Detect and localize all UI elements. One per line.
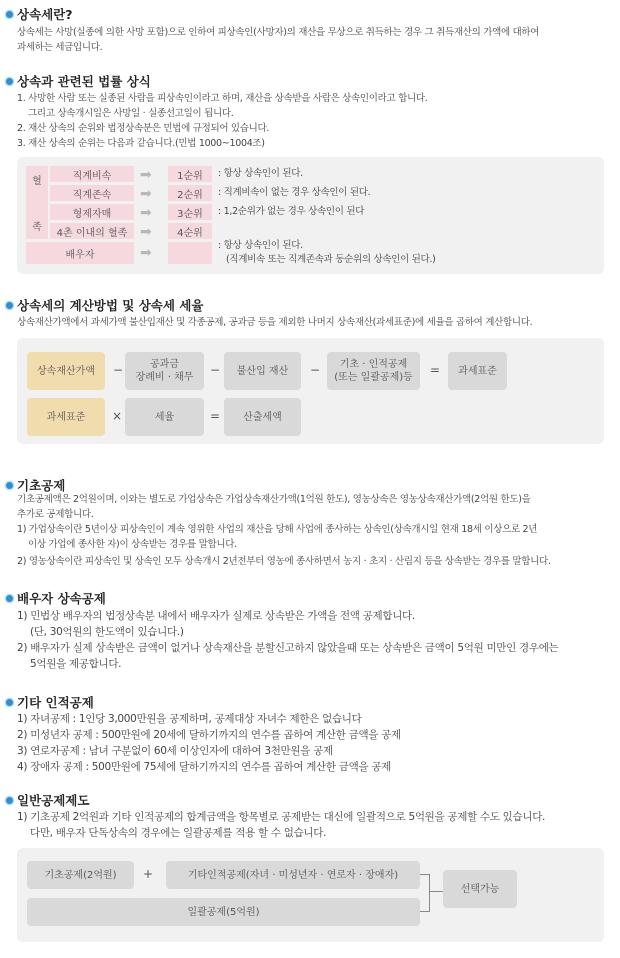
paragraph-line: 1) 민법상 배우자의 법정상속분 내에서 배우자가 실제로 상속받은 가액을 전액 공제합니다. [17,610,415,622]
paragraph-line: 1) 가업상속이란 5년이상 피상속인이 계속 영위한 사업의 재산을 당해 사업에 종사하는 상속인(상속개시일 현재 18세 이상으로 2년 [17,524,538,535]
order-row-label: 직계존속 [50,185,134,201]
arrow-right-icon: ➡ [140,167,152,183]
equals-operator: = [210,409,221,423]
bullet-icon [6,11,13,18]
bullet-icon [6,595,13,602]
bullet-icon [6,302,13,309]
paragraph-line: 3. 재산 상속의 순위는 다음과 같습니다.(민법 1000~1004조) [17,138,265,149]
section-title-other-deductions: 기타 인적공제 [6,693,94,711]
paragraph-line: 5억원을 제공합니다. [30,658,122,670]
spouse-desc: : 항상 상속인이 된다. [218,240,303,251]
formula-box-estate-value: 상속재산가액 [27,352,105,390]
paragraph-line: 2. 재산 상속의 순위와 법정상속분은 민법에 규정되어 있습니다. [17,123,270,134]
paragraph-line: 과세하는 세금입니다. [17,42,103,53]
section-title-calculation: 상속세의 계산방법 및 상속세 세율 [6,296,203,314]
formula-box-tax-base: 과세표준 [27,398,105,436]
paragraph-line: 다만, 배우자 단독상속의 경우에는 일괄공제를 적용 할 수 없습니다. [30,827,327,839]
paragraph-line: 1. 사망한 사람 또는 실종된 사람을 피상속인이라고 하며, 재산을 상속받을 사람은 상속인이라고 합니다. [17,93,428,104]
minus-operator: − [113,363,124,377]
formula-box-calculated-tax: 산출세액 [224,398,301,436]
paragraph-line: 1) 자녀공제 : 1인당 3,000만원을 공제하며, 공제대상 자녀수 제한은 없습니다 [17,713,362,725]
minus-operator: − [210,363,221,377]
section-title-spouse-deduction: 배우자 상속공제 [6,589,106,607]
paragraph-line: 추가로 공제합니다. [17,509,94,520]
order-row-label: 형제자매 [50,204,134,220]
blood-relatives-group: 혈 족 [26,166,48,239]
arrow-right-icon: ➡ [140,186,152,202]
plus-operator: + [143,867,154,881]
order-rank: 2순위 [168,185,212,201]
formula-box-tax-rate: 세율 [125,398,204,436]
spouse-rank-blank [168,242,212,264]
arrow-right-icon: ➡ [140,245,152,261]
equals-operator: = [430,363,441,377]
bullet-icon [6,699,13,706]
paragraph-line: 그리고 상속개시일은 사망일 · 실종선고일이 됩니다. [28,108,234,119]
bullet-icon [6,797,13,804]
multiply-operator: × [112,409,123,423]
order-rank: 4순위 [168,223,212,239]
spouse-label: 배우자 [26,242,134,264]
formula-box-dues: 공과금 장례비 · 채무 [125,352,204,390]
paragraph-line: 1) 기초공제 2억원과 기타 인적공제의 합계금액을 항목별로 공제받는 대신에 일괄적으로 5억원을 공제할 수도 있습니다. [17,811,546,823]
section-title-legal-knowledge: 상속과 관련된 법률 상식 [6,72,151,90]
paragraph-line: (단, 30억원의 한도액이 있습니다.) [30,626,184,638]
order-desc: : 직계비속이 없는 경우 상속인이 된다. [218,187,371,198]
bullet-icon [6,78,13,85]
arrow-right-icon: ➡ [140,205,152,221]
formula-box-deductions: 기초 · 인적공제 (또는 일괄공제)등 [327,352,420,390]
formula-panel [17,338,604,444]
paragraph-line: 상속세는 사망(실종에 의한 사망 포함)으로 인하여 피상속인(사망자)의 재산을 무상으로 취득하는 경우 그 취득재산의 가액에 대하여 [17,27,540,38]
paragraph-line: 4) 장애자 공제 : 500만원에 75세에 달하기까지의 연수를 곱하여 계산한 금액을 공제 [17,761,392,773]
personal-deductions-box: 기타인적공제(자녀 · 미성년자 · 연로자 · 장애자) [166,861,420,889]
section-title-inheritance-tax: 상속세란? [6,5,73,23]
bracket-line [429,891,443,892]
formula-box-tax-base: 과세표준 [448,352,507,390]
order-row-label: 4촌 이내의 혈족 [50,223,134,239]
arrow-right-icon: ➡ [140,224,152,240]
selectable-box: 선택가능 [443,870,517,908]
minus-operator: − [310,363,321,377]
order-desc: : 1,2순위가 없는 경우 상속인이 된다 [218,206,365,217]
bullet-icon [6,482,13,489]
lump-sum-deduction-box: 일괄공제(5억원) [27,898,420,926]
formula-box-non-included: 불산입 재산 [224,352,301,390]
paragraph-line: 이상 가업에 종사한 자)이 상속받는 경우를 말합니다. [28,539,237,550]
paragraph-line: 기초공제액은 2억원이며, 이와는 별도로 가업상속은 가업상속재산가액(1억원 한도), 영농상속은 영농상속재산가액(2억원 한도)을 [17,494,531,505]
section-title-basic-deduction: 기초공제 [6,476,65,494]
basic-deduction-box: 기초공제(2억원) [27,861,134,889]
paragraph-line: 상속재산가액에서 과세가액 불산입재산 및 각종공제, 공과금 등을 제외한 나머지 상속재산(과세표준)에 세율을 곱하여 계산합니다. [17,317,533,328]
order-row-label: 직계비속 [50,166,134,182]
paragraph-line: 2) 영농상속이란 피상속인 및 상속인 모두 상속개시 2년전부터 영농에 종사하면서 농지 · 초지 · 산림지 등을 상속받는 경우를 말합니다. [17,556,551,567]
bracket-line [429,874,430,912]
paragraph-line: 3) 연로자공제 : 남녀 구분없이 60세 이상인자에 대하여 3천만원을 공제 [17,745,333,757]
paragraph-line: 2) 배우자가 실제 상속받은 금액이 없거나 상속재산을 분할신고하지 않았을때 또는 상속받은 금액이 5억원 미만인 경우에는 [17,642,559,654]
order-desc: : 항상 상속인이 된다. [218,168,303,179]
spouse-desc-note: (직계비속 또는 직계존속과 동순위의 상속인이 된다.) [226,254,436,265]
inheritance-order-panel [17,157,604,274]
section-title-general-deduction: 일반공제제도 [6,791,89,809]
order-rank: 3순위 [168,204,212,220]
paragraph-line: 2) 미성년자 공제 : 500만원에 20세에 달하기까지의 연수를 곱하여 계산한 금액을 공제 [17,729,401,741]
lump-sum-panel [17,848,604,942]
order-rank: 1순위 [168,166,212,182]
